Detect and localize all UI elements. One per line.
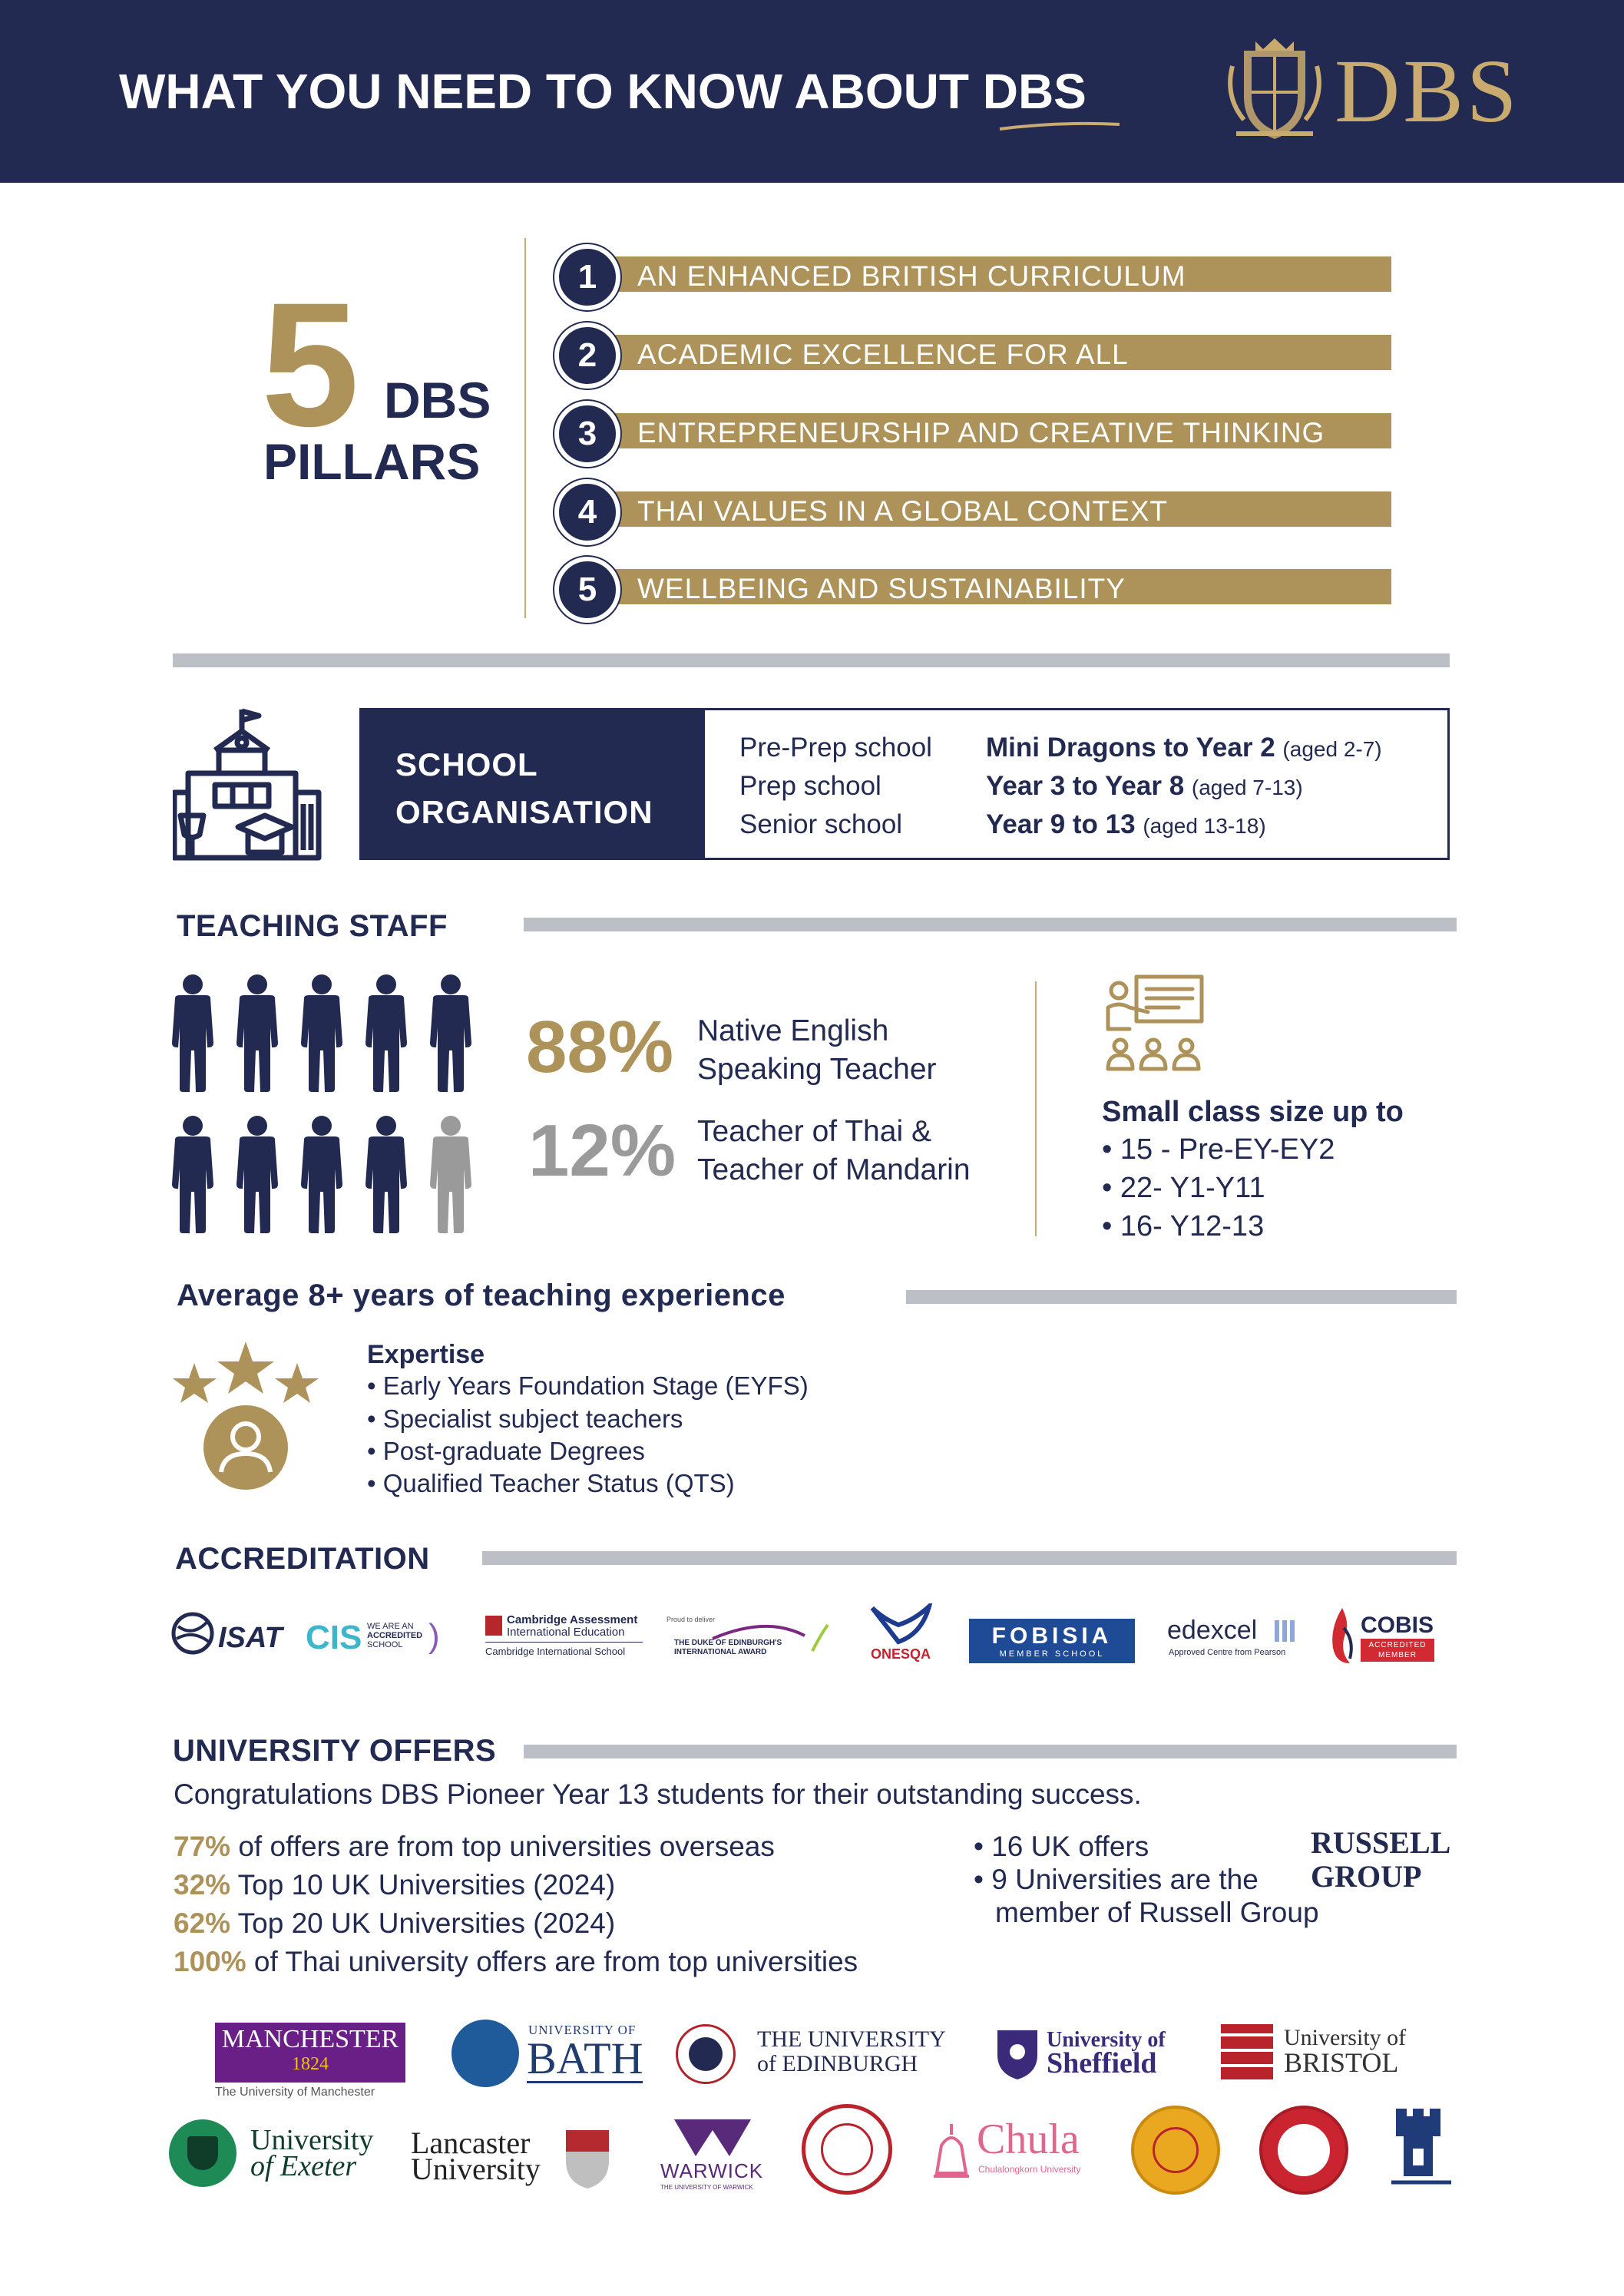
doe-line: INTERNATIONAL AWARD bbox=[674, 1648, 767, 1656]
cobis-badge bbox=[1361, 1639, 1434, 1662]
school-org-title-line1: SCHOOL bbox=[395, 746, 538, 782]
org-year-range bbox=[986, 809, 1266, 840]
warwick-text: WARWICK bbox=[660, 2159, 764, 2182]
exeter-line: University bbox=[250, 2124, 374, 2156]
sheffield-text bbox=[1047, 2028, 1166, 2079]
section-divider bbox=[524, 918, 1457, 931]
expertise-item: • Specialist subject teachers bbox=[367, 1404, 683, 1433]
native-teacher-percent: 88% bbox=[526, 1006, 674, 1088]
bath-small-text: UNIVERSITY OF bbox=[528, 2023, 637, 2037]
lancaster-text bbox=[411, 2126, 541, 2186]
cobis-flame-icon bbox=[1327, 1605, 1358, 1666]
cis-sub-line: SCHOOL bbox=[367, 1640, 403, 1649]
university-offers-heading: UNIVERSITY OFFERS bbox=[173, 1734, 497, 1768]
fobisia-subtext: MEMBER SCHOOL bbox=[999, 1649, 1105, 1659]
srinakharinwirot-seal-inner bbox=[1278, 2124, 1330, 2176]
pillar-number-badge: 4 bbox=[554, 479, 620, 545]
offer-percent: 62% bbox=[174, 1907, 231, 1939]
offer-percent: 100% bbox=[174, 1946, 246, 1977]
expertise-text: Specialist subject teachers bbox=[382, 1404, 683, 1433]
warwick-subtext: THE UNIVERSITY OF WARWICK bbox=[660, 2184, 753, 2191]
isat-text: ISAT bbox=[218, 1622, 283, 1654]
isat-logo bbox=[170, 1611, 301, 1657]
manchester-logo bbox=[215, 2023, 407, 2102]
bristol-logo bbox=[1221, 2024, 1413, 2083]
thai-seal-inner-ring bbox=[821, 2123, 873, 2175]
warwick-w-icon bbox=[674, 2119, 751, 2156]
cambridge-line: Cambridge Assessment bbox=[507, 1613, 638, 1626]
org-school-name: Prep school bbox=[739, 771, 881, 801]
cis-subtext bbox=[367, 1622, 422, 1649]
page-title: WHAT YOU NEED TO KNOW ABOUT DBS bbox=[119, 64, 1087, 119]
pillar-label: ENTREPRENEURSHIP AND CREATIVE THINKING bbox=[637, 417, 1325, 448]
lancaster-shield-icon bbox=[563, 2127, 612, 2190]
doe-line: THE DUKE OF EDINBURGH'S bbox=[674, 1639, 782, 1647]
org-age-text: (aged 13-18) bbox=[1143, 814, 1266, 838]
dbs-crest-icon bbox=[1221, 35, 1328, 144]
org-range-text: Year 9 to 13 bbox=[986, 809, 1136, 839]
thai-university-seal-logo bbox=[802, 2104, 892, 2195]
manchester-year: 1824 bbox=[292, 2054, 329, 2074]
person-icon-native bbox=[169, 974, 217, 1093]
teaching-staff-heading: TEACHING STAFF bbox=[177, 909, 448, 943]
org-school-name: Pre-Prep school bbox=[739, 733, 932, 763]
school-org-title bbox=[395, 741, 653, 836]
russell-group-logo bbox=[1311, 1826, 1450, 1894]
edinburgh-seal-inner bbox=[689, 2037, 723, 2071]
section-divider bbox=[906, 1290, 1457, 1304]
sheffield-line: University of bbox=[1047, 2028, 1166, 2052]
pillar-label: WELLBEING AND SUSTAINABILITY bbox=[637, 573, 1126, 604]
pillars-title-dbs: DBS bbox=[384, 372, 491, 428]
pillar-label: ACADEMIC EXCELLENCE FOR ALL bbox=[637, 339, 1129, 370]
lancaster-line: Lancaster bbox=[411, 2126, 531, 2160]
expertise-item: • Early Years Foundation Stage (EYFS) bbox=[367, 1371, 809, 1400]
org-school-name: Senior school bbox=[739, 809, 903, 839]
bath-text: BATH bbox=[527, 2033, 643, 2083]
thai-teacher-percent: 12% bbox=[528, 1110, 676, 1192]
lancaster-logo bbox=[411, 2127, 618, 2196]
school-org-title-line2: ORGANISATION bbox=[395, 794, 653, 830]
offer-percent: 77% bbox=[174, 1831, 231, 1862]
cambridge-text bbox=[507, 1614, 637, 1639]
cis-logo bbox=[306, 1619, 448, 1657]
offer-stat bbox=[174, 1946, 858, 1978]
pillar-number-badge: 2 bbox=[554, 323, 620, 389]
sheffield-line: Sheffield bbox=[1047, 2047, 1157, 2079]
fobisia-text: FOBISIA bbox=[991, 1623, 1113, 1649]
class-size-item: • 15 - Pre-EY-EY2 bbox=[1102, 1133, 1335, 1166]
cobis-badge-line: MEMBER bbox=[1378, 1651, 1417, 1659]
isat-globe-icon bbox=[170, 1611, 215, 1656]
edexcel-logo bbox=[1167, 1616, 1305, 1662]
offer-stat bbox=[174, 1907, 615, 1940]
pillar-item bbox=[554, 485, 1391, 531]
russell-logo-line: RUSSELL bbox=[1311, 1825, 1451, 1860]
expertise-item: • Post-graduate Degrees bbox=[367, 1437, 645, 1465]
org-year-range bbox=[986, 771, 1303, 802]
onesqa-text: ONESQA bbox=[871, 1646, 931, 1662]
cobis-badge-line: ACCREDITED bbox=[1368, 1641, 1427, 1649]
duke-of-edinburgh-logo bbox=[666, 1616, 835, 1662]
org-year-range bbox=[986, 733, 1382, 763]
pillar-number-badge: 5 bbox=[554, 557, 620, 623]
cis-sub-line: WE ARE AN bbox=[367, 1622, 414, 1631]
edinburgh-logo bbox=[676, 2024, 960, 2086]
russell-member-text: 9 Universities are the bbox=[991, 1864, 1259, 1895]
cambridge-line: International Education bbox=[507, 1626, 625, 1639]
person-icon-native bbox=[362, 974, 410, 1093]
chula-subtext: Chulalongkorn University bbox=[978, 2164, 1081, 2175]
srinakharinwirot-seal-logo bbox=[1259, 2106, 1348, 2195]
bath-seal-icon bbox=[451, 2020, 519, 2087]
section-divider bbox=[173, 653, 1450, 667]
uk-offers-text: 16 UK offers bbox=[991, 1831, 1149, 1862]
expertise-heading: Expertise bbox=[367, 1340, 485, 1369]
pillar-item bbox=[554, 250, 1391, 296]
pillar-item bbox=[554, 407, 1391, 452]
bath-logo bbox=[451, 2020, 647, 2089]
dbs-logo-text: DBS bbox=[1335, 41, 1520, 141]
person-icon-native bbox=[298, 974, 346, 1093]
class-size-item: • 16- Y12-13 bbox=[1102, 1210, 1265, 1242]
staff-divider bbox=[1035, 981, 1037, 1236]
manchester-subtext: The University of Manchester bbox=[215, 2086, 375, 2099]
offer-stat bbox=[174, 1831, 775, 1863]
pillar-number-badge: 3 bbox=[554, 401, 620, 467]
org-range-text: Year 3 to Year 8 bbox=[986, 771, 1185, 801]
exeter-line: of Exeter bbox=[250, 2150, 357, 2182]
exeter-logo bbox=[169, 2119, 376, 2188]
class-size-heading: Small class size up to bbox=[1102, 1096, 1404, 1128]
offer-text: of Thai university offers are from top universities bbox=[246, 1946, 858, 1977]
fobisia-logo bbox=[969, 1619, 1135, 1663]
class-size-item: • 22- Y1-Y11 bbox=[1102, 1172, 1265, 1204]
offer-percent: 32% bbox=[174, 1869, 231, 1901]
section-divider bbox=[524, 1745, 1457, 1758]
org-range-text: Mini Dragons to Year 2 bbox=[986, 733, 1275, 763]
manchester-name: MANCHESTER bbox=[221, 2025, 399, 2053]
exeter-text bbox=[250, 2124, 374, 2182]
thammasat-seal-logo bbox=[1131, 2106, 1220, 2195]
onesqa-logo bbox=[868, 1603, 937, 1665]
chula-pagoda-icon bbox=[932, 2122, 971, 2179]
section-divider bbox=[482, 1551, 1457, 1565]
doe-text bbox=[674, 1639, 782, 1657]
chula-logo bbox=[932, 2118, 1101, 2187]
class-size-text: 15 - Pre-EY-EY2 bbox=[1120, 1133, 1335, 1166]
cobis-text: COBIS bbox=[1361, 1613, 1434, 1638]
sheffield-logo bbox=[994, 2027, 1179, 2086]
edexcel-text: edexcel bbox=[1167, 1616, 1258, 1645]
offer-text: of offers are from top universities overseas bbox=[230, 1831, 775, 1862]
thai-teacher-label-line2: Teacher of Mandarin bbox=[697, 1153, 971, 1186]
person-icon-other bbox=[427, 1115, 475, 1234]
expertise-item: • Qualified Teacher Status (QTS) bbox=[367, 1469, 735, 1497]
title-underline-swoosh bbox=[998, 121, 1121, 131]
offer-text: Top 20 UK Universities (2024) bbox=[230, 1907, 616, 1939]
thai-teacher-label-line1: Teacher of Thai & bbox=[697, 1115, 931, 1148]
org-age-text: (aged 7-13) bbox=[1191, 776, 1303, 799]
exeter-shield bbox=[187, 2136, 218, 2170]
pillars-divider bbox=[524, 238, 526, 618]
accreditation-heading: ACCREDITATION bbox=[175, 1542, 430, 1576]
class-size-text: 16- Y12-13 bbox=[1120, 1210, 1265, 1242]
class-size-text: 22- Y1-Y11 bbox=[1120, 1172, 1265, 1204]
pillar-label: THAI VALUES IN A GLOBAL CONTEXT bbox=[637, 495, 1169, 527]
edinburgh-seal-icon bbox=[676, 2024, 736, 2084]
cis-text: CIS bbox=[306, 1619, 362, 1656]
cambridge-shield-icon bbox=[485, 1616, 502, 1636]
pillar-label: AN ENHANCED BRITISH CURRICULUM bbox=[637, 260, 1186, 292]
warwick-logo bbox=[657, 2119, 765, 2190]
classroom-teacher-icon bbox=[1102, 974, 1206, 1072]
thai-teacher-label bbox=[697, 1113, 971, 1189]
pillars-big-number: 5 bbox=[261, 266, 355, 463]
expertise-text: Post-graduate Degrees bbox=[382, 1437, 645, 1465]
cis-sub-line: ACCREDITED bbox=[367, 1631, 423, 1640]
cobis-logo bbox=[1327, 1605, 1438, 1666]
edinburgh-text bbox=[757, 2027, 946, 2076]
cambridge-logo bbox=[485, 1614, 647, 1660]
russell-logo-line: GROUP bbox=[1311, 1859, 1422, 1894]
pillar-item bbox=[554, 329, 1391, 374]
congratulations-text: Congratulations DBS Pioneer Year 13 students for their outstanding success. bbox=[174, 1778, 1142, 1810]
expert-stars-icon bbox=[173, 1340, 319, 1490]
nottingham-castle-icon bbox=[1390, 2106, 1453, 2185]
pillar-number-badge: 1 bbox=[554, 244, 620, 310]
school-building-icon bbox=[173, 708, 326, 862]
native-teacher-label-line2: Speaking Teacher bbox=[697, 1053, 937, 1086]
edexcel-subtext: Approved Centre from Pearson bbox=[1169, 1648, 1286, 1657]
pillar-item bbox=[554, 563, 1391, 608]
bristol-line: BRISTOL bbox=[1284, 2047, 1399, 2078]
org-age-text: (aged 2-7) bbox=[1282, 737, 1382, 761]
person-icon-native bbox=[233, 1115, 281, 1234]
expertise-text: Qualified Teacher Status (QTS) bbox=[382, 1469, 735, 1497]
cis-bracket-icon: ) bbox=[428, 1617, 440, 1655]
native-teacher-label-line1: Native English bbox=[697, 1014, 889, 1047]
bristol-crest-icon bbox=[1221, 2024, 1273, 2079]
bristol-line: University of bbox=[1284, 2025, 1407, 2050]
native-teacher-label bbox=[697, 1012, 937, 1089]
chula-text: Chula bbox=[977, 2116, 1080, 2163]
cambridge-sub: Cambridge International School bbox=[485, 1642, 643, 1657]
edexcel-dots-icon bbox=[1275, 1620, 1296, 1642]
uk-offers-item: • 16 UK offers bbox=[974, 1831, 1149, 1862]
exeter-seal-icon bbox=[169, 2119, 236, 2187]
person-icon-native bbox=[362, 1115, 410, 1234]
russell-member-item: • 9 Universities are the bbox=[974, 1864, 1259, 1895]
manchester-badge bbox=[215, 2023, 405, 2083]
onesqa-wing-icon bbox=[868, 1603, 934, 1648]
person-icon-native bbox=[427, 974, 475, 1093]
bristol-text bbox=[1284, 2025, 1407, 2078]
lancaster-line: University bbox=[411, 2152, 541, 2186]
experience-heading: Average 8+ years of teaching experience bbox=[177, 1279, 786, 1312]
expertise-text: Early Years Foundation Stage (EYFS) bbox=[382, 1371, 809, 1400]
person-icon-native bbox=[298, 1115, 346, 1234]
person-icon-native bbox=[233, 974, 281, 1093]
doe-small-text: Proud to deliver bbox=[666, 1616, 716, 1623]
person-icon-native bbox=[169, 1115, 217, 1234]
offer-text: Top 10 UK Universities (2024) bbox=[230, 1869, 616, 1901]
russell-member-text-2: member of Russell Group bbox=[995, 1897, 1319, 1928]
offer-stat bbox=[174, 1869, 615, 1901]
edinburgh-line: of EDINBURGH bbox=[757, 2051, 918, 2076]
thammasat-seal-inner bbox=[1153, 2127, 1199, 2173]
sheffield-shield-icon bbox=[994, 2027, 1040, 2081]
edinburgh-line: THE UNIVERSITY bbox=[757, 2026, 946, 2052]
pillars-title-word: PILLARS bbox=[263, 433, 481, 490]
